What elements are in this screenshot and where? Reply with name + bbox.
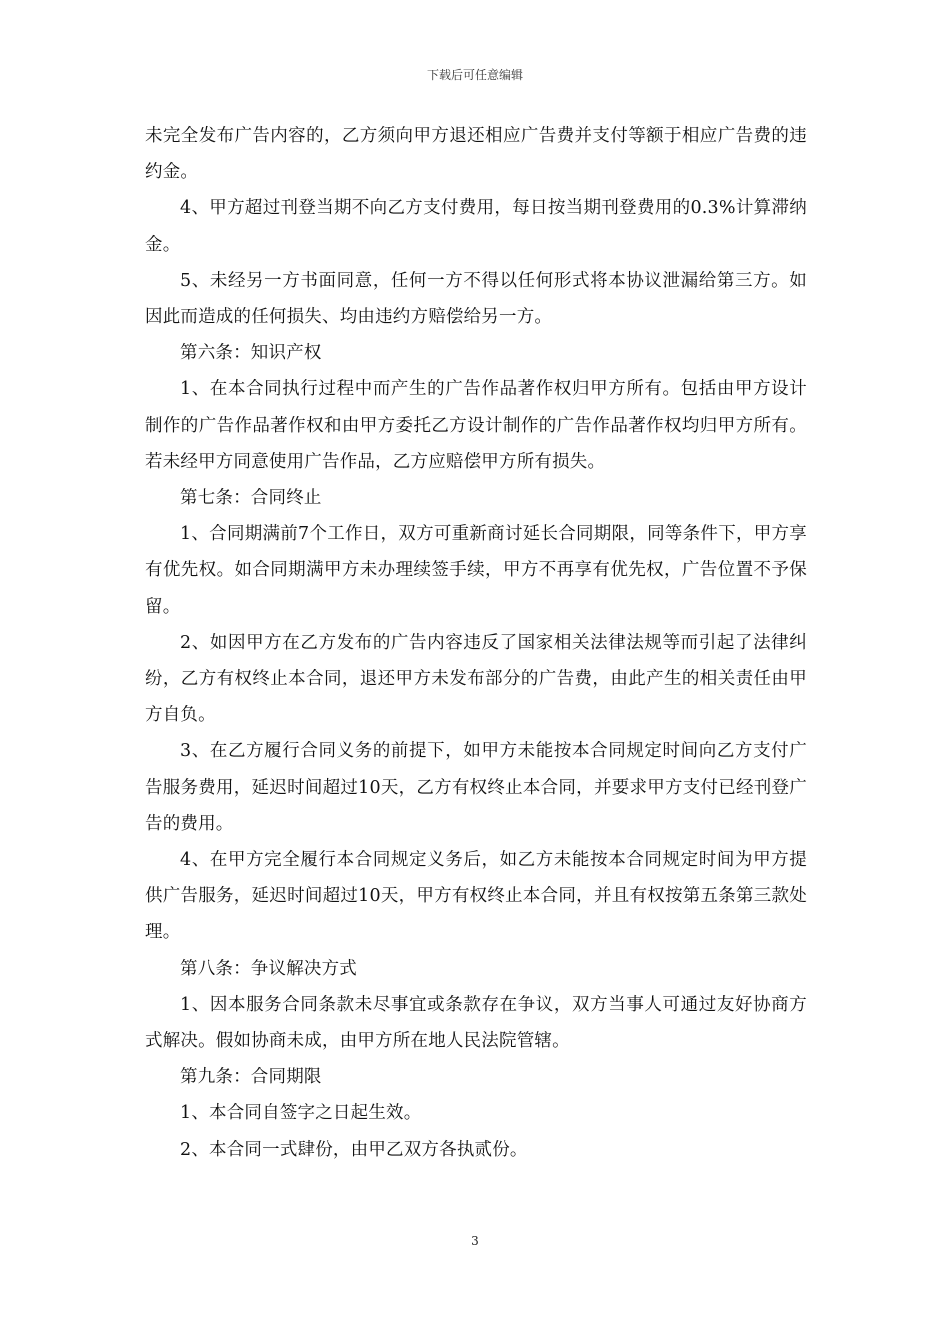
paragraph: 4、甲方超过刊登当期不向乙方支付费用，每日按当期刊登费用的0.3%计算滞纳金。 xyxy=(145,198,807,255)
paragraph: 未完全发布广告内容的，乙方须向甲方退还相应广告费并支付等额于相应广告费的违约金。 xyxy=(145,126,807,183)
section-heading: 第八条：争议解决方式 xyxy=(180,958,357,979)
paragraph: 4、在甲方完全履行本合同规定义务后，如乙方未能按本合同规定时间为甲方提供广告服务，延迟时间超过10天，甲方有权终止本合同，并且有权按第五条第三款处理。 xyxy=(145,850,807,943)
document-body xyxy=(145,118,807,1168)
paragraph: 2、如因甲方在乙方发布的广告内容违反了国家相关法律法规等而引起了法律纠纷，乙方有权终止本合同，退还甲方未发布部分的广告费，由此产生的相关责任由甲方自负。 xyxy=(145,632,807,726)
section-heading: 第六条：知识产权 xyxy=(180,343,322,364)
paragraph: 1、本合同自签字之日起生效。 xyxy=(180,1103,422,1124)
section-heading: 第九条：合同期限 xyxy=(180,1067,322,1088)
paragraph: 3、在乙方履行合同义务的前提下，如甲方未能按本合同规定时间向乙方支付广告服务费用，延迟时间超过10天，乙方有权终止本合同，并要求甲方支付已经刊登广告的费用。 xyxy=(145,741,807,834)
page-number: 3 xyxy=(471,1234,479,1248)
page-header: 下载后可任意编辑 xyxy=(426,68,523,82)
paragraph: 2、本合同一式肆份，由甲乙双方各执贰份。 xyxy=(180,1139,528,1160)
paragraph: 1、在本合同执行过程中而产生的广告作品著作权归甲方所有。包括由甲方设计制作的广告作品著作权和由甲方委托乙方设计制作的广告作品著作权均归甲方所有。若未经甲方同意使用广告作品，乙方应赔偿甲方所有损失。 xyxy=(145,379,807,472)
section-heading: 第七条：合同终止 xyxy=(180,488,322,509)
paragraph: 5、未经另一方书面同意，任何一方不得以任何形式将本协议泄漏给第三方。如因此而造成的任何损失、均由违约方赔偿给另一方。 xyxy=(145,270,807,328)
paragraph: 1、因本服务合同条款未尽事宜或条款存在争议，双方当事人可通过友好协商方式解决。假如协商未成，由甲方所在地人民法院管辖。 xyxy=(145,994,807,1052)
paragraph: 1、合同期满前7个工作日，双方可重新商讨延长合同期限，同等条件下，甲方享有优先权。如合同期满甲方未办理续签手续，甲方不再享有优先权，广告位置不予保留。 xyxy=(145,524,807,617)
